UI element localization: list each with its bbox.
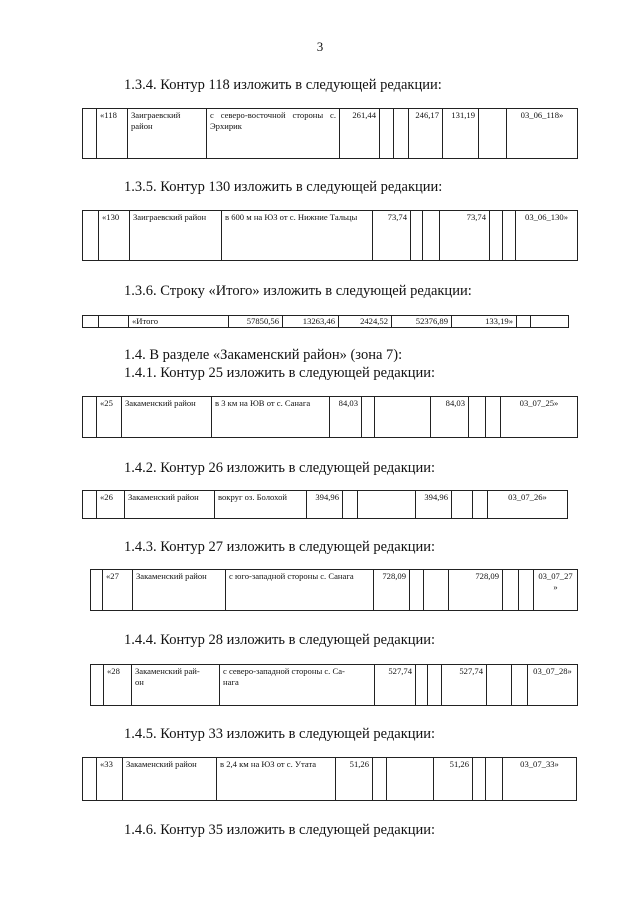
cell-location: с северо-западной стороны с. Са- нага [220, 665, 375, 706]
cell-contour-id: «26 [97, 491, 125, 519]
cell-code: 03_06_130» [516, 211, 578, 261]
cell-code: 03_07_33» [503, 758, 577, 801]
cell-location: с северо-восточной стороны с. Эрхирик [207, 109, 340, 159]
heading-1-3-6: 1.3.6. Строку «Итого» изложить в следующей редакции: [124, 283, 472, 299]
cell-value [380, 109, 394, 159]
table-contour-28 [90, 664, 578, 706]
cell-value: 131,19 [443, 109, 479, 159]
cell-location: в 2,4 км на ЮЗ от с. Утата [217, 758, 336, 801]
cell-contour-id: «130 [99, 211, 130, 261]
cell-value [512, 665, 528, 706]
cell-contour-id: «33 [97, 758, 123, 801]
cell-district: Заиграевский район [130, 211, 222, 261]
cell-area-total: 394,96 [307, 491, 343, 519]
cell-value: 52376,89 [392, 316, 452, 328]
table-contour-130 [82, 210, 578, 261]
page-number: 3 [316, 39, 324, 54]
cell-blank [83, 397, 97, 438]
cell-district: Закаменский рай- он [132, 665, 220, 706]
heading-1-4-2: 1.4.2. Контур 26 изложить в следующей редакции: [124, 460, 436, 476]
cell-value [410, 570, 424, 611]
table-contour-25 [82, 396, 578, 438]
cell-district: Заиграевский район [128, 109, 207, 159]
cell-district: Закаменский район [125, 491, 215, 519]
table-contour-26 [82, 490, 568, 519]
cell-blank [83, 109, 97, 159]
heading-1-3-5: 1.3.5. Контур 130 изложить в следующей редакции: [124, 179, 443, 195]
table-row [91, 665, 578, 706]
cell-value [428, 665, 442, 706]
cell-value: 57850,56 [229, 316, 283, 328]
cell-value [487, 665, 512, 706]
table-row [91, 570, 578, 611]
cell-value [490, 211, 503, 261]
heading-1-4-5: 1.4.5. Контур 33 изложить в следующей редакции: [124, 726, 436, 742]
cell-value [394, 109, 409, 159]
cell-value [473, 758, 486, 801]
cell-blank [83, 211, 99, 261]
cell-label: «Итого [129, 316, 229, 328]
cell-value [486, 397, 501, 438]
cell-value [411, 211, 423, 261]
cell-code: 03_07_27» [534, 570, 578, 611]
cell-value: 527,74 [442, 665, 487, 706]
cell-value [387, 758, 434, 801]
cell-area-total: 84,03 [330, 397, 362, 438]
cell-value: 73,74 [440, 211, 490, 261]
cell-area-total: 51,26 [336, 758, 373, 801]
table-row [83, 758, 577, 801]
cell-value: 51,26 [434, 758, 473, 801]
cell-blank [517, 316, 531, 328]
cell-value [423, 211, 440, 261]
table-itogo [82, 315, 569, 328]
cell-value [424, 570, 449, 611]
cell-blank [91, 665, 104, 706]
cell-value [452, 491, 473, 519]
cell-blank [83, 758, 97, 801]
cell-value [373, 758, 387, 801]
cell-value [416, 665, 428, 706]
cell-location: в 600 м на ЮЗ от с. Нижние Тальцы [222, 211, 373, 261]
cell-value [503, 570, 519, 611]
cell-contour-id: «28 [104, 665, 132, 706]
cell-location: вокруг оз. Болохой [215, 491, 307, 519]
cell-district: Закаменский район [133, 570, 226, 611]
table-row [83, 397, 578, 438]
heading-1-4-1: 1.4.1. Контур 25 изложить в следующей редакции: [124, 365, 436, 381]
cell-area-total: 73,74 [373, 211, 411, 261]
table-contour-33 [82, 757, 577, 801]
cell-value: 133,19» [452, 316, 517, 328]
table-row [83, 109, 578, 159]
cell-value [519, 570, 534, 611]
cell-value [473, 491, 488, 519]
cell-code: 03_06_118» [507, 109, 578, 159]
table-row [83, 491, 568, 519]
cell-area-total: 527,74 [375, 665, 416, 706]
table-row [83, 211, 578, 261]
cell-blank [91, 570, 103, 611]
cell-area-total: 728,09 [374, 570, 410, 611]
cell-code: 03_07_26» [488, 491, 568, 519]
cell-location: с юго-западной стороны с. Санага [226, 570, 374, 611]
table-contour-118 [82, 108, 578, 159]
cell-code: 03_07_25» [501, 397, 578, 438]
cell-value: 84,03 [431, 397, 469, 438]
cell-contour-id: «25 [97, 397, 122, 438]
cell-value [469, 397, 486, 438]
heading-1-4-4: 1.4.4. Контур 28 изложить в следующей редакции: [124, 632, 436, 648]
cell-area-total: 261,44 [340, 109, 380, 159]
cell-value [503, 211, 516, 261]
cell-value [479, 109, 507, 159]
heading-1-4-3: 1.4.3. Контур 27 изложить в следующей редакции: [124, 539, 436, 555]
cell-blank [83, 491, 97, 519]
cell-district: Закаменский район [123, 758, 217, 801]
cell-value [343, 491, 358, 519]
cell-value [362, 397, 375, 438]
cell-value [375, 397, 431, 438]
cell-contour-id: «118 [97, 109, 128, 159]
cell-value: 394,96 [416, 491, 452, 519]
cell-value: 246,17 [409, 109, 443, 159]
cell-contour-id: «27 [103, 570, 133, 611]
cell-location: в 3 км на ЮВ от с. Санага [212, 397, 330, 438]
table-contour-27 [90, 569, 578, 611]
cell-code: 03_07_28» [528, 665, 578, 706]
table-row [83, 316, 569, 328]
cell-blank [531, 316, 569, 328]
cell-value [486, 758, 503, 801]
heading-1-4-6: 1.4.6. Контур 35 изложить в следующей редакции: [124, 822, 436, 838]
cell-value: 13263,46 [283, 316, 339, 328]
cell-blank [83, 316, 99, 328]
cell-district: Закаменский район [122, 397, 212, 438]
cell-value: 728,09 [449, 570, 503, 611]
heading-1-3-4: 1.3.4. Контур 118 изложить в следующей редакции: [124, 77, 442, 93]
cell-value [358, 491, 416, 519]
cell-value: 2424,52 [339, 316, 392, 328]
cell-blank [99, 316, 129, 328]
heading-1-4: 1.4. В разделе «Закаменский район» (зона 7): [124, 347, 403, 363]
